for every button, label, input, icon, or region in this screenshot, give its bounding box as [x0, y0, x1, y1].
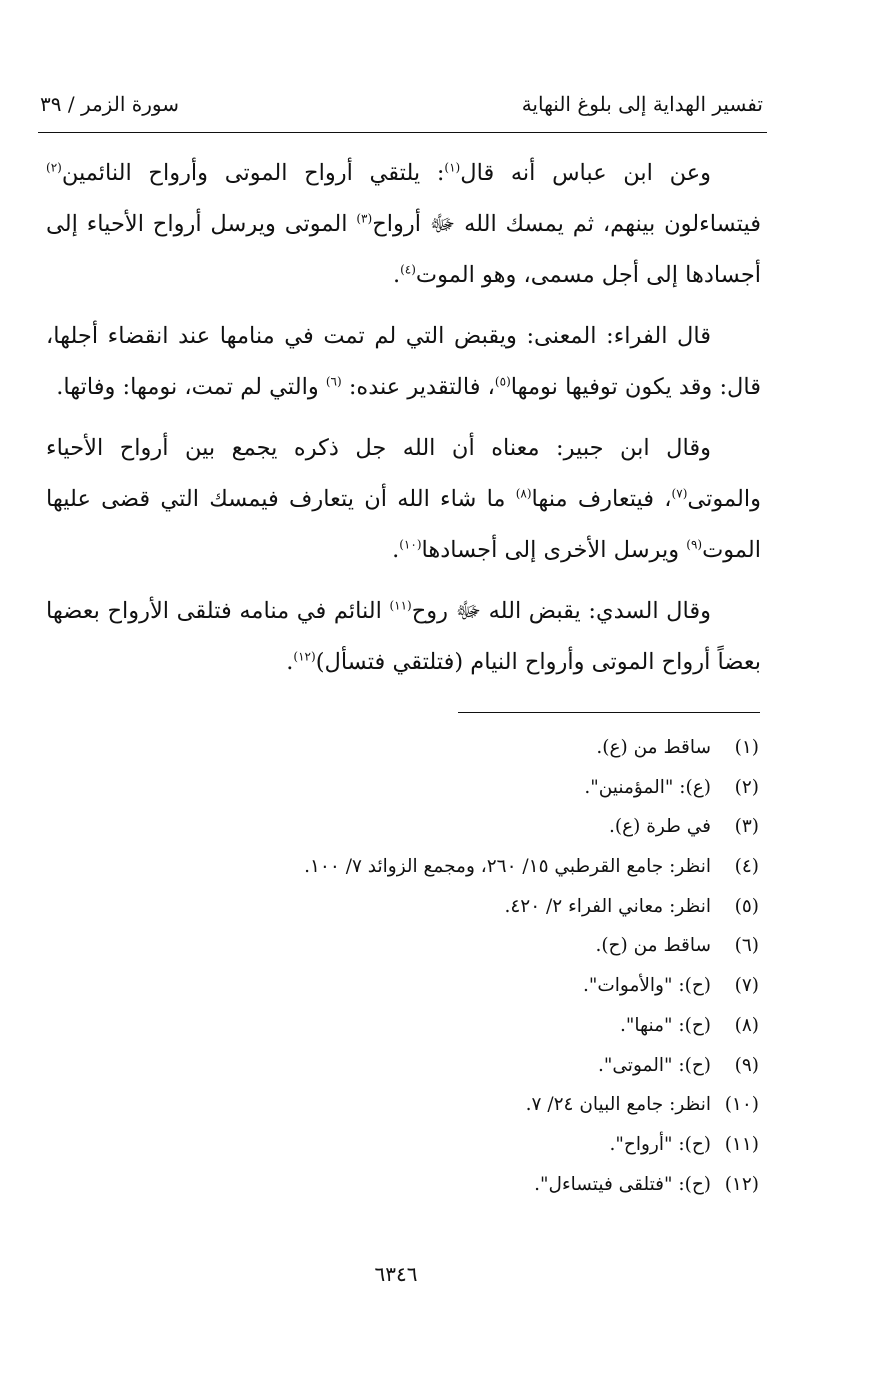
footnote-number: (٣) — [734, 816, 759, 838]
paragraph — [46, 311, 761, 413]
footnote-marker: (٦) — [325, 374, 342, 389]
paragraph — [46, 148, 761, 301]
footnote-item — [150, 971, 759, 1011]
footnote-number: (٨) — [734, 1014, 759, 1036]
surah-reference: سورة الزمر / ٣٩ — [40, 92, 179, 116]
paragraph-text: والتي لم تمت، نومها: وفاتها. — [56, 374, 326, 400]
footnote-text: انظر: جامع القرطبي ١٥/ ٢٦٠، ومجمع الزوائد ٧/ ١٠٠. — [304, 856, 711, 878]
header-divider — [38, 132, 767, 133]
footnote-text: ساقط من (ع). — [596, 737, 711, 758]
paragraph-text: قال الفراء: المعنى: ويقبض التي لم تمت في منامها عند انقضاء أجلها، قال: وقد يكون توفيها نومها — [46, 323, 761, 400]
paragraph-text: . — [392, 537, 400, 563]
footnote-marker: (٨) — [515, 486, 532, 501]
paragraph-text: ما شاء الله أن يتعارف فيمسك التي قضى عليها الموت — [46, 486, 761, 563]
paragraph-text: وقال السدي: يقبض الله ﷻ روح — [411, 598, 711, 624]
footnote-number: (١٠) — [724, 1094, 759, 1116]
footnote-text: (ح): "والأموات". — [582, 975, 711, 997]
footnote-item — [150, 1011, 759, 1051]
paragraph-text: وعن ابن عباس أنه قال — [460, 160, 711, 186]
footnote-number: (٩) — [734, 1054, 759, 1076]
footnote-marker: (٤) — [400, 262, 416, 277]
paragraph-text: . — [286, 649, 294, 675]
footnote-marker: (١) — [444, 160, 461, 175]
footnote-item — [150, 852, 759, 892]
footnote-item — [150, 892, 759, 932]
paragraph-text: الموتى ويرسل أرواح الأحياء إلى أجسادها إلى أجل مسمى، وهو الموت — [46, 211, 761, 288]
paragraph-text: ، فيتعارف منها — [531, 486, 672, 512]
footnote-text: (ح): "فتلقى فيتساءل". — [534, 1173, 711, 1195]
paragraph-text: . — [392, 262, 401, 288]
footnote-text: (ح): "منها". — [619, 1014, 711, 1036]
footnote-divider — [458, 712, 760, 713]
footnote-marker: (٧) — [671, 486, 688, 501]
footnote-text: انظر: معاني الفراء ٢/ ٤٢٠. — [504, 895, 711, 917]
main-text — [46, 148, 761, 698]
paragraph-text: ويرسل الأخرى إلى أجسادها — [421, 537, 687, 563]
paragraph — [46, 586, 761, 688]
footnote-number: (١٢) — [724, 1173, 759, 1195]
footnote-number: (٦) — [734, 935, 759, 957]
footnote-item — [150, 931, 759, 971]
footnote-item — [150, 1090, 759, 1130]
book-title: تفسير الهداية إلى بلوغ النهاية — [521, 92, 763, 116]
paragraph-text: النائم في منامه فتلقى الأرواح بعضها بعضاً أرواح الموتى وأرواح النيام (فتلتقي فتسأل) — [46, 598, 761, 675]
footnote-item — [150, 1130, 759, 1170]
footnote-text: في طرة (ع). — [608, 816, 711, 838]
page-number: ٦٣٤٦ — [374, 1262, 418, 1286]
footnote-number: (١١) — [724, 1133, 759, 1155]
paragraph — [46, 423, 761, 576]
paragraph-text: : يلتقي أرواح الموتى وأرواح النائمين — [61, 160, 445, 186]
footnote-number: (١) — [734, 737, 759, 758]
paragraph-text: ، فالتقدير عنده: — [341, 374, 495, 400]
footnote-marker: (٢) — [46, 160, 62, 175]
footnote-marker: (٩) — [686, 537, 703, 552]
footnote-item — [150, 812, 759, 852]
footnote-marker: (١٠) — [399, 537, 422, 552]
footnote-item — [150, 1170, 759, 1210]
footnote-number: (٥) — [734, 895, 759, 917]
footnote-text: (ع): "المؤمنين". — [584, 776, 711, 798]
running-header — [40, 92, 763, 116]
footnote-number: (٤) — [734, 856, 759, 878]
paragraph-text: فيتساءلون بينهم، ثم يمسك الله ﷻ أرواح — [372, 211, 761, 237]
footnote-text: انظر: جامع البيان ٢٤/ ٧. — [525, 1094, 711, 1116]
footnote-marker: (١٢) — [293, 649, 316, 664]
paragraph-text: وقال ابن جبير: معناه أن الله جل ذكره يجمع بين أرواح الأحياء والموتى — [46, 435, 761, 512]
footnote-item — [150, 773, 759, 813]
footnote-marker: (٥) — [494, 374, 511, 389]
footnote-text: (ح): "الموتى". — [598, 1054, 711, 1076]
footnotes-list — [150, 733, 759, 1209]
footnote-item — [150, 733, 759, 773]
footnote-number: (٢) — [734, 776, 759, 798]
footnote-marker: (١١) — [389, 598, 412, 613]
footnote-number: (٧) — [734, 975, 759, 997]
footnote-marker: (٣) — [356, 211, 373, 226]
footnote-text: ساقط من (ح). — [595, 935, 711, 957]
footnote-text: (ح): "أرواح". — [609, 1133, 711, 1155]
footnote-item — [150, 1051, 759, 1091]
